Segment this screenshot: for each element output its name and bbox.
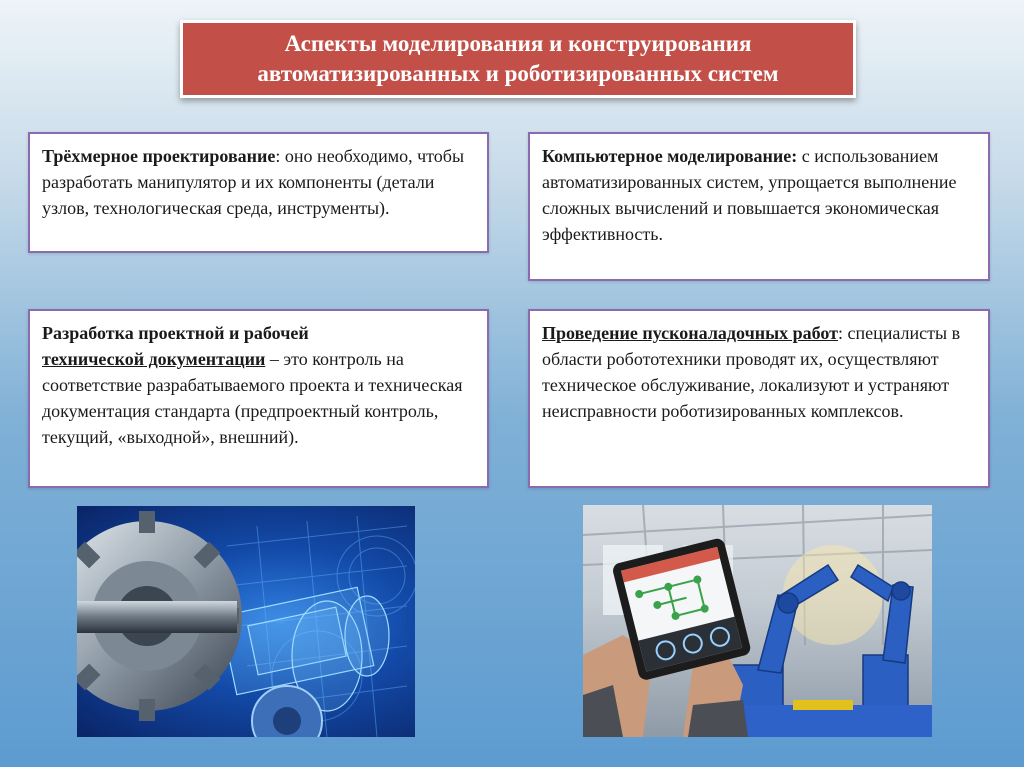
card-3d-design (28, 132, 489, 253)
gear-blueprint-image (77, 506, 415, 737)
card-3d-design-text: : оно необходимо, чтобы разработать манипулятор и их компоненты (детали узлов, технологическая среда, инструменты). (42, 146, 465, 218)
card-3d-design-term: Трёхмерное проектирование (42, 146, 276, 166)
gear-blueprint-illustration (77, 506, 415, 737)
card-documentation-term-line-1: Разработка проектной и рабочей (42, 323, 309, 343)
slide-title-line-2: автоматизированных и роботизированных систем (257, 61, 779, 86)
slide-title-line-1: Аспекты моделирования и конструирования (284, 31, 752, 56)
card-commissioning-term: Проведение пусконаладочных работ (542, 323, 839, 343)
card-computer-modeling-term: Компьютерное моделирование: (542, 146, 798, 166)
tablet-robot-arms-illustration (583, 505, 932, 737)
shaft-shape (77, 601, 237, 633)
card-documentation-text: – это контроль на соответствие разрабатываемого проекта и техническая документация стандарта (предпроектный контроль, текущий, «выходной», внешний). (42, 349, 463, 447)
card-documentation (28, 309, 489, 488)
tablet-robot-arms-image (583, 505, 932, 737)
card-commissioning-text: : специалисты в области робототехники проводят их, осуществляют техническое обслуживание, локализуют и устраняют неисправности роботизированных комплексов. (542, 323, 961, 421)
card-documentation-term-line-2: технической документации (42, 349, 266, 369)
card-computer-modeling (528, 132, 990, 281)
slide-title (180, 20, 856, 98)
card-commissioning (528, 309, 990, 488)
card-computer-modeling-text: с использованием автоматизированных систем, упрощается выполнение сложных вычислений и повышается экономическая эффективность. (542, 146, 957, 244)
